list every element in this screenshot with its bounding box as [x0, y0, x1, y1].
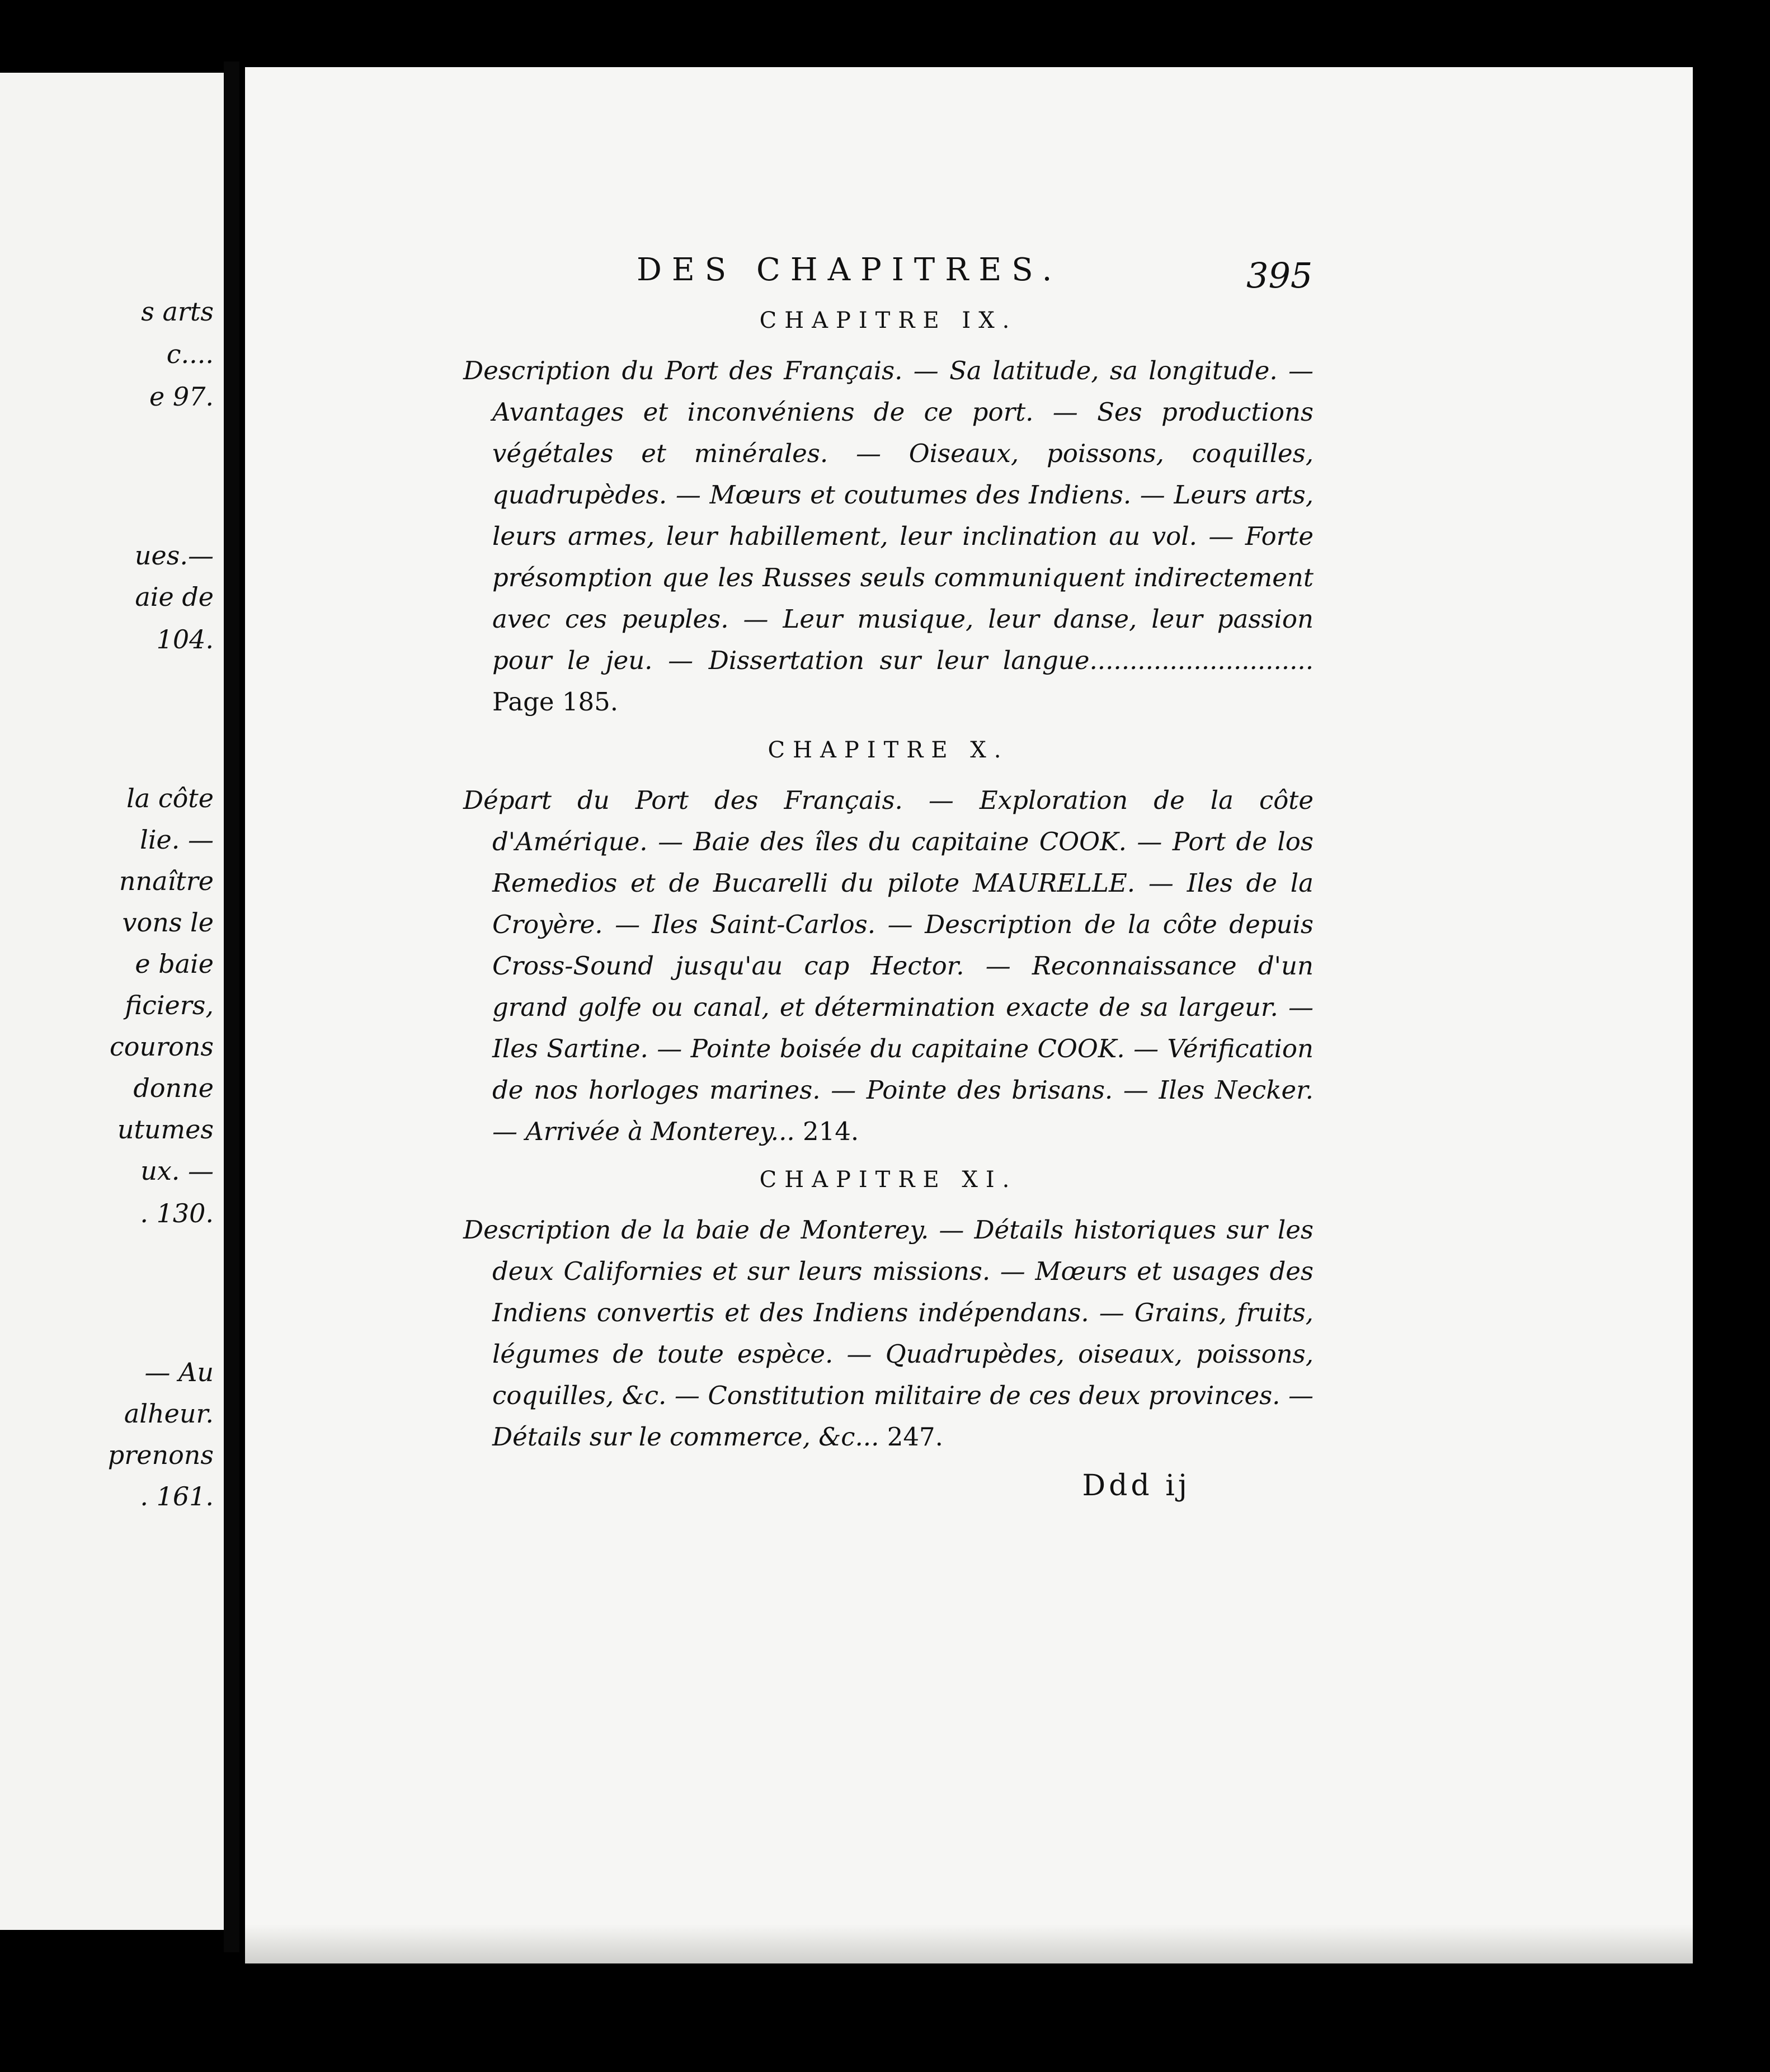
chapter-heading: CHAPITRE XI.: [759, 1167, 1018, 1193]
chapter-summary: [463, 1209, 1314, 1458]
left-page-line: — Au: [144, 1357, 214, 1387]
page-number: 395: [1246, 255, 1313, 296]
left-page-line: . 161.: [140, 1481, 214, 1511]
left-page-line: ficiers,: [125, 990, 214, 1020]
left-page-line: vons le: [122, 907, 214, 938]
left-page-line: donne: [133, 1073, 214, 1103]
left-page-line: nnaître: [119, 866, 214, 896]
chapter-page-reference: Page 185.: [492, 687, 619, 717]
page-content: [463, 252, 1560, 1503]
left-facing-page: [0, 73, 224, 1930]
chapter-summary: [463, 780, 1314, 1152]
chapter-heading: CHAPITRE IX.: [759, 308, 1018, 333]
left-page-line: e 97.: [149, 382, 214, 412]
left-page-line: utumes: [117, 1114, 214, 1145]
left-page-line: lie. —: [140, 825, 214, 855]
running-head: [463, 252, 1560, 302]
left-page-line: ux. —: [140, 1156, 214, 1186]
chapter-summary-text: Départ du Port des Français. — Exploration de la côte d'Amérique. — Baie des îles du capitaine COOK. — Port de los Remedios et de Bucarelli du pilote MAURELLE. — Iles de la Croyère. — Iles Saint-Carlos. — Description de la côte depuis Cross-Sound jusqu'au cap Hector. — Reconnaissance d'un grand golfe ou canal, et détermination exacte de sa largeur. — Iles Sartine. — Pointe boisée du capitaine COOK. — Vérification de nos horloges marines. — Pointe des brisans. — Iles Necker. — Arrivée à Monterey...: [463, 785, 1314, 1146]
left-page-line: ues.—: [134, 540, 214, 571]
signature-mark: Ddd ij: [1082, 1469, 1190, 1503]
chapter-summary-text: Description de la baie de Monterey. — Détails historiques sur les deux Californies et sur leurs missions. — Mœurs et usages des Indiens convertis et des Indiens indépendans. — Grains, fruits, légumes de toute espèce. — Quadrupèdes, oiseaux, poissons, coquilles, &c. — Constitution militaire de ces deux provinces. — Détails sur le commerce, &c...: [463, 1215, 1314, 1452]
chapter-page-reference: 214.: [803, 1117, 859, 1146]
chapter-summary-text: Description du Port des Français. — Sa latitude, sa longitude. — Avantages et inconvéniens de ce port. — Ses productions végétales et minérales. — Oiseaux, poissons, coquilles, quadrupèdes. — Mœurs et coutumes des Indiens. — Leurs arts, leurs armes, leur habillement, leur inclination au vol. — Forte présomption que les Russes seuls communiquent indirectement avec ces peuples. — Leur musique, leur danse, leur passion pour le jeu. — Dissertation sur leur langue............................: [463, 356, 1314, 675]
left-page-line: prenons: [107, 1440, 214, 1470]
left-page-line: e baie: [135, 949, 214, 979]
chapter-heading: CHAPITRE X.: [768, 737, 1009, 763]
running-title: DES CHAPITRES.: [637, 252, 1062, 288]
left-page-line: . 130.: [140, 1198, 214, 1228]
chapter-summary: [463, 350, 1314, 723]
left-page-line: s arts: [141, 296, 214, 327]
right-page: [245, 67, 1693, 1963]
left-page-line: 104.: [156, 624, 214, 654]
book-gutter: [224, 62, 239, 1952]
chapter-page-reference: 247.: [887, 1422, 943, 1452]
left-page-line: courons: [110, 1032, 214, 1062]
left-page-line: aie de: [135, 582, 214, 612]
left-page-line: c....: [166, 339, 214, 369]
left-page-line: alheur.: [124, 1398, 214, 1429]
left-page-line: la côte: [126, 783, 214, 813]
page-bottom-edge: [245, 1924, 1693, 1963]
